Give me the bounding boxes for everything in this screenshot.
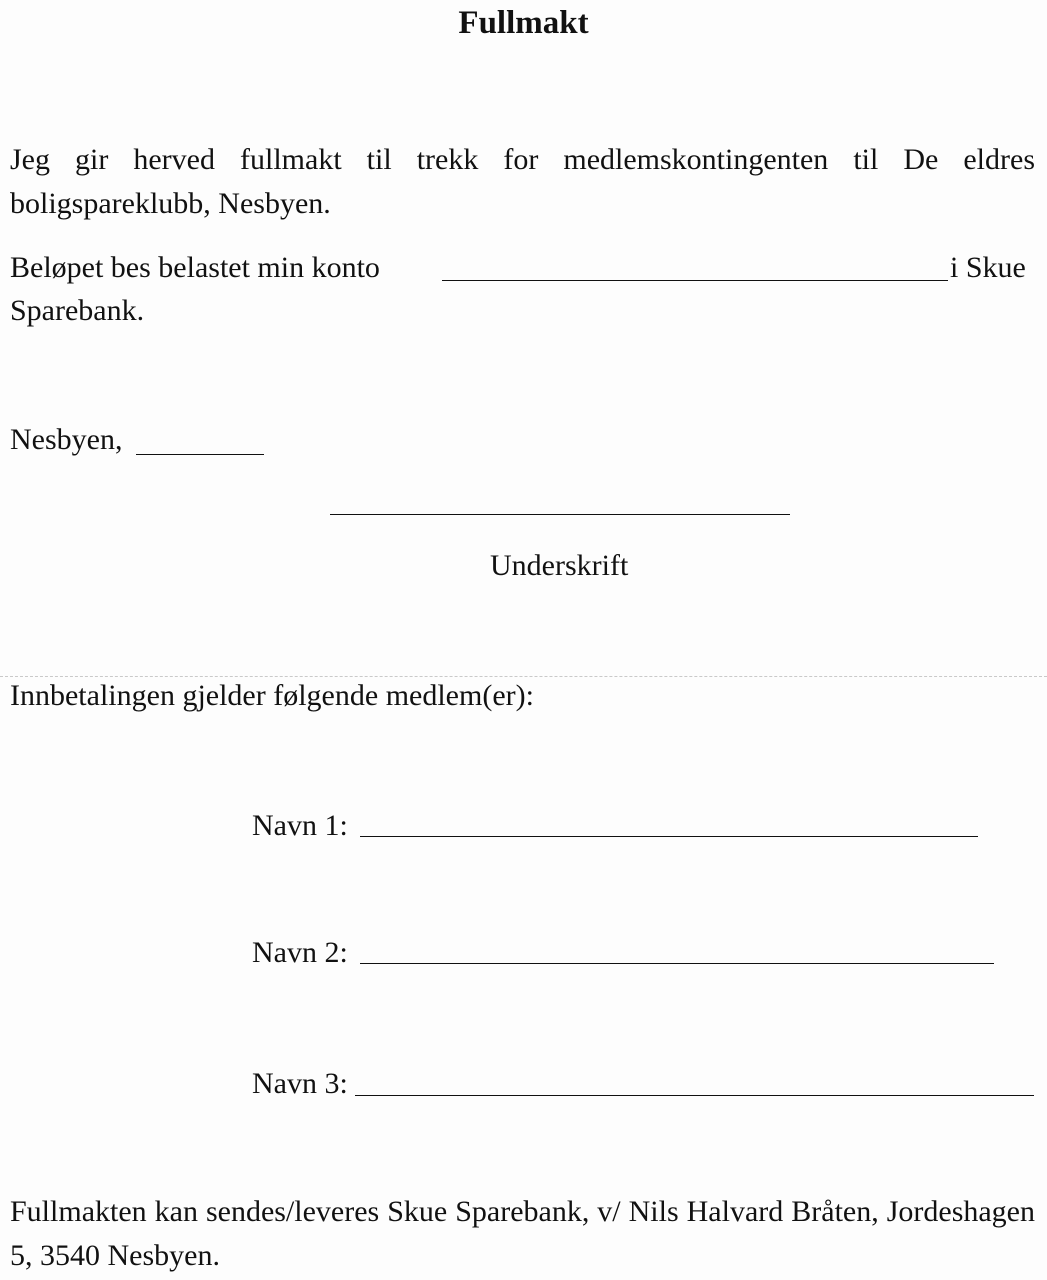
account-suffix-line2: Sparebank. (10, 294, 145, 327)
date-field[interactable] (136, 454, 264, 455)
place-label: Nesbyen, (10, 423, 123, 456)
delivery-instructions: Fullmakten kan sendes/leveres Skue Sparebank, v/ Nils Halvard Bråten, Jordeshagen 5, 3540 Nesbyen. (10, 1195, 1035, 1272)
member-1-name-field[interactable] (360, 836, 978, 837)
account-number-field[interactable] (442, 280, 948, 281)
member-1-label: Navn 1: (252, 809, 348, 842)
member-3-name-field[interactable] (355, 1095, 1034, 1096)
member-2-label: Navn 2: (252, 936, 348, 969)
account-suffix: i Skue (950, 251, 1026, 284)
signature-label: Underskrift (490, 549, 629, 582)
account-prefix: Beløpet bes belastet min konto (10, 251, 380, 284)
member-2-name-field[interactable] (360, 963, 994, 964)
members-heading: Innbetalingen gjelder følgende medlem(er): (10, 679, 534, 712)
document-title: Fullmakt (458, 5, 589, 41)
authorization-paragraph: Jeg gir herved fullmakt til trekk for medlemskontingenten til De eldres boligspareklubb, Nesbyen. (10, 143, 1035, 220)
signature-field[interactable] (330, 514, 790, 515)
member-3-label: Navn 3: (252, 1067, 348, 1100)
